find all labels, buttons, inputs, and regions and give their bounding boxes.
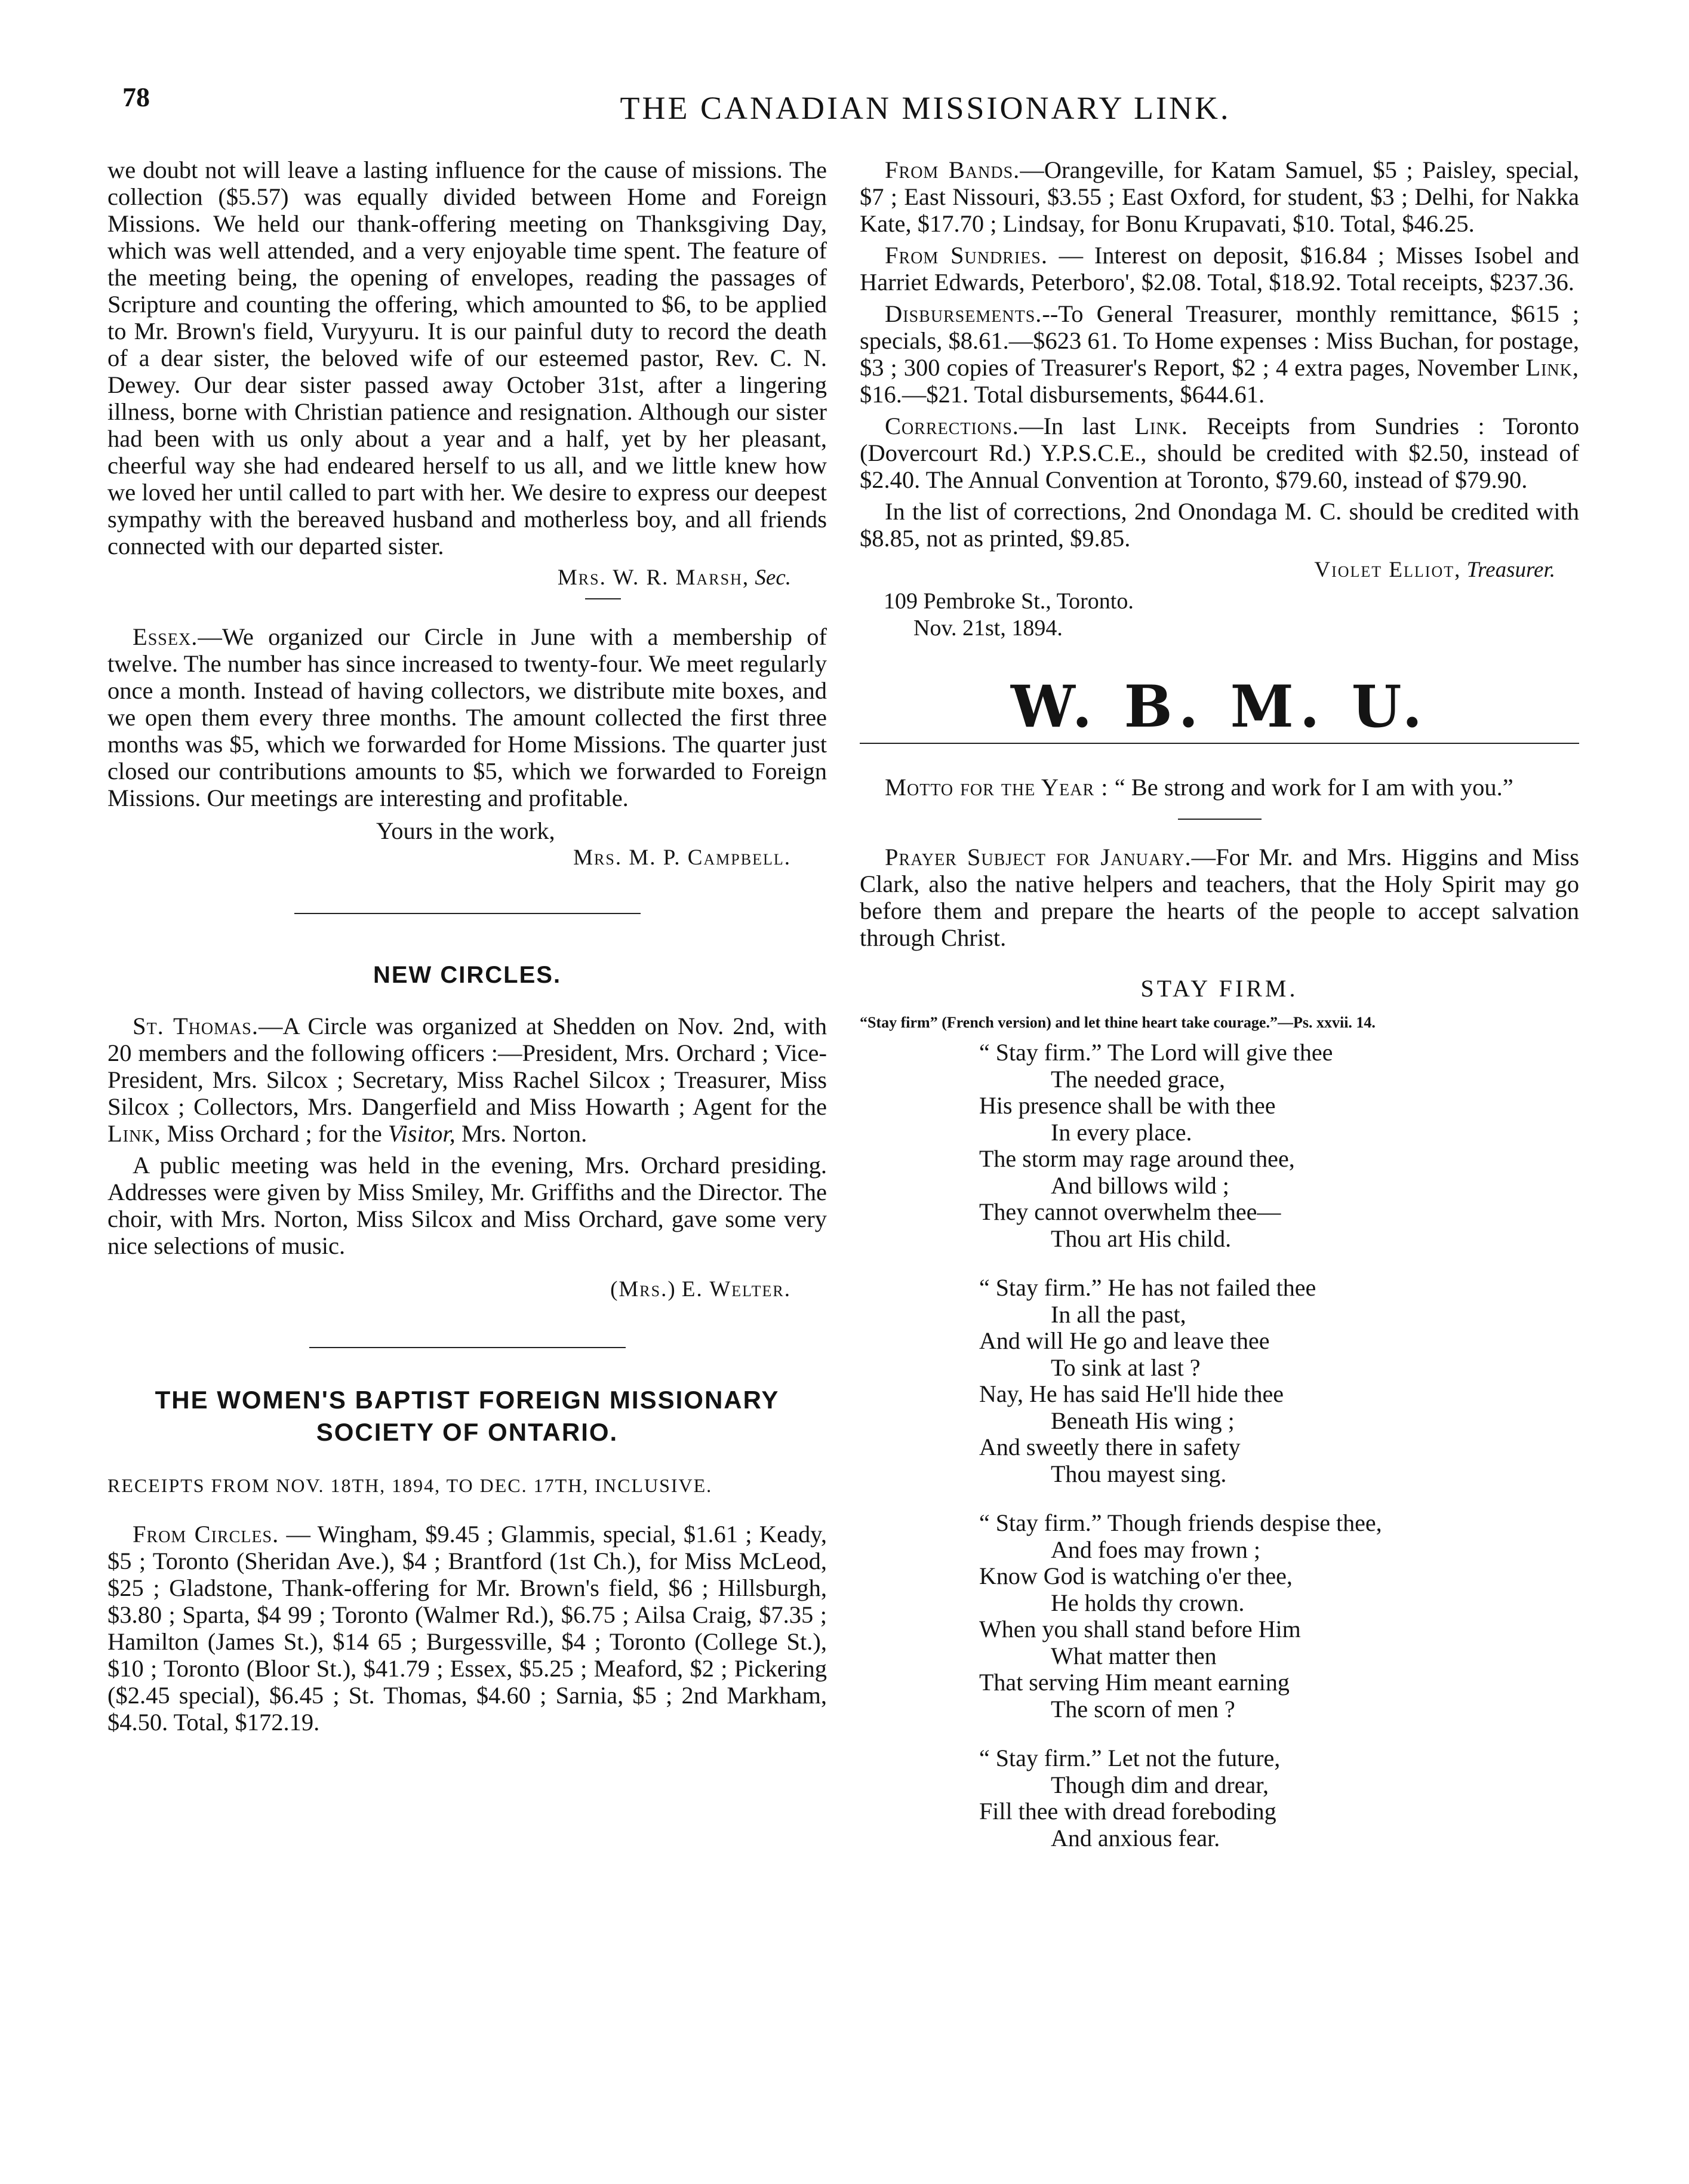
- poem-line: “ Stay firm.” Let not the future,: [979, 1745, 1281, 1771]
- link-name: Link,: [107, 1120, 161, 1147]
- page-number: 78: [122, 82, 150, 112]
- corrections-paragraph: [860, 413, 1579, 493]
- motto-label: Motto for the Year :: [885, 774, 1109, 801]
- paragraph-continued: we doubt not will leave a lasting influence for the cause of missions. The collection ($5.57) was equally divided between Home and Foreign Missions. We held our thank-offering meeting on Thanksgiving Day, which was well attended, and a very enjoyable time spent. The feature of the meeting being, the opening of envelopes, reading the passages of Scripture and counting the offering, which amounted to $6, to be applied to Mr. Brown's field, Vuryyuru. It is our painful duty to record the death of a dear sister, the beloved wife of our esteemed pastor, Rev. C. N. Dewey. Our dear sister passed away October 31st, after a lingering illness, borne with Christian patience and resignation. Although our sister had been with us only about a year and a half, yet by her pleasant, cheerful way she had endeared herself to us all, and we little knew how we loved her until called to part with her. We desire to express our deepest sympathy with the bereaved husband and motherless boy, and all friends connected with our departed sister.: [107, 156, 827, 559]
- signature-name: E. Welter.: [681, 1277, 791, 1302]
- signature-welter: [107, 1276, 791, 1303]
- poem-line: Though dim and drear,: [1051, 1771, 1269, 1798]
- essex-text: —We organized our Circle in June with a membership of twelve. The number has since increased to twenty-four. We meet regularly once a month. Instead of having collectors, we distribute mite boxes, and we open them every three months. The amount collected the first three months was $5, which we forwarded for Home Missions. The quarter just closed our contributions amounts to $5, which we forwarded to Foreign Missions. Our meetings are interesting and profitable.: [107, 623, 827, 811]
- poem-line: That serving Him meant earning: [979, 1669, 1290, 1696]
- poem-line: What matter then: [1051, 1642, 1217, 1669]
- signature-treasurer: [860, 556, 1555, 583]
- essex-paragraph: [107, 623, 827, 811]
- receipts-heading: RECEIPTS FROM NOV. 18TH, 1894, TO DEC. 17TH, INCLUSIVE.: [107, 1475, 713, 1496]
- left-column: [107, 156, 827, 1740]
- prayer-text: —For Mr. and Mrs. Higgins and Miss Clark, also the native helpers and teachers, that the Holy Spirit may go before them and prepare the hearts of the people to accept salvation through Christ.: [860, 844, 1579, 951]
- wbmu-heading: W. B. M. U.: [1010, 673, 1429, 740]
- society-heading-line-2: SOCIETY OF ONTARIO.: [316, 1418, 619, 1446]
- signature-prefix: (Mrs.): [610, 1277, 676, 1302]
- poem-line: Fill thee with dread foreboding: [979, 1798, 1276, 1825]
- poem-epigraph: “Stay firm” (French version) and let thine heart take courage.”—Ps. xxvii. 14.: [860, 1014, 1376, 1031]
- motto-paragraph: [860, 774, 1579, 801]
- signature-name: Violet Elliot,: [1314, 558, 1462, 582]
- signature-role: Sec.: [755, 565, 791, 590]
- society-heading-line-1: THE WOMEN'S BAPTIST FOREIGN MISSIONARY: [155, 1386, 780, 1414]
- visitor-name: Visitor,: [387, 1120, 456, 1147]
- poem-line: The storm may rage around thee,: [979, 1145, 1295, 1172]
- corrections-text-b: Receipts from Sundries : Toronto (Dovercourt Rd.) Y.P.S.C.E., should be credited with $2.50, instead of $2.40. The Annual Convention at Toronto, $79.60, instead of $79.90.: [860, 413, 1579, 493]
- from-circles-text: — Wingham, $9.45 ; Glammis, special, $1.61 ; Keady, $5 ; Toronto (Sheridan Ave.), $4 ; Brantford (1st Ch.), for Miss McLeod, $25 ; Gladstone, Thank-offering for Mr. Brown's field, $6 ; Hillsburgh, $3.80 ; Sparta, $4 99 ; Toronto (Walmer Rd.), $6.75 ; Ailsa Craig, $7.35 ; Hamilton (James St.), $14 65 ; Burgessville, $4 ; Toronto (College St.), $10 ; Toronto (Bloor St.), $41.79 ; Essex, $5.25 ; Meaford, $2 ; Pickering ($2.45 special), $6.45 ; St. Thomas, $4.60 ; Sarnia, $5 ; 2nd Markham, $4.50. Total, $172.19.: [107, 1521, 827, 1736]
- disbursements-label: Disbursements.: [885, 300, 1042, 327]
- poem-line: The scorn of men ?: [1051, 1695, 1235, 1722]
- from-bands-text: —Orangeville, for Katam Samuel, $5 ; Paisley, special, $7 ; East Nissouri, $3.55 ; East Oxford, for student, $3 ; Delhi, for Nakka Kate, $17.70 ; Lindsay, for Bonu Krupavati, $10. Total, $46.25.: [860, 156, 1579, 237]
- motto-text: “ Be strong and work for I am with you.”: [1108, 774, 1513, 801]
- short-divider: [585, 598, 621, 599]
- st-thomas-text-b: Miss Orchard ; for the: [161, 1120, 388, 1147]
- poem-line: And will He go and leave thee: [979, 1327, 1270, 1354]
- public-meeting-paragraph: A public meeting was held in the evening, Mrs. Orchard presiding. Addresses were given by Miss Smiley, Mr. Griffiths and the Director. The choir, with Mrs. Norton, Miss Silcox and Miss Orchard, gave some very nice selections of music.: [107, 1152, 827, 1259]
- poem-line: The needed grace,: [1051, 1065, 1226, 1093]
- from-bands-paragraph: [860, 156, 1579, 237]
- prayer-label: Prayer Subject for January.: [885, 844, 1192, 870]
- signature-name: Mrs. W. R. Marsh,: [557, 565, 750, 590]
- poem-line: Nay, He has said He'll hide thee: [979, 1380, 1284, 1407]
- address-line: 109 Pembroke St., Toronto.: [884, 589, 1134, 614]
- poem-line: To sink at last ?: [1051, 1354, 1201, 1381]
- poem-line: In every place.: [1051, 1118, 1192, 1146]
- onondaga-paragraph: In the list of corrections, 2nd Onondaga M. C. should be credited with $8.85, not as printed, $9.85.: [860, 498, 1579, 552]
- poem-line: Thou mayest sing.: [1051, 1460, 1227, 1487]
- disbursements-text-b: $16.—$21. Total disbursements, $644.61.: [860, 381, 1265, 408]
- disbursements-paragraph: [860, 300, 1579, 408]
- st-thomas-paragraph: [107, 1013, 827, 1147]
- from-sundries-text: — Interest on deposit, $16.84 ; Misses Isobel and Harriet Edwards, Peterboro', $2.08. Total, $18.92. Total receipts, $237.36.: [860, 242, 1579, 296]
- essex-label: Essex.: [133, 623, 198, 650]
- poem-stanza: [979, 1039, 1579, 1252]
- link-name: Link,: [1525, 354, 1579, 381]
- signature-role: Treasurer.: [1466, 558, 1555, 582]
- poem-line: In all the past,: [1051, 1300, 1186, 1328]
- closing-yours: Yours in the work,: [376, 817, 555, 844]
- st-thomas-text-a: —A Circle was organized at Shedden on Nov. 2nd, with 20 members and the following officers :—President, Mrs. Orchard ; Vice-President, Mrs. Silcox ; Secretary, Miss Rachel Silcox ; Treasurer, Miss Silcox ; Collectors, Mrs. Dangerfield and Miss Howarth ; Agent for the: [107, 1013, 827, 1120]
- poem-line: They cannot overwhelm thee—: [979, 1198, 1281, 1225]
- corrections-label: Corrections.: [885, 413, 1019, 439]
- running-head: THE CANADIAN MISSIONARY LINK.: [620, 90, 1231, 126]
- poem-line: “ Stay firm.” Though friends despise thee,: [979, 1509, 1382, 1536]
- poem-title: STAY FIRM.: [1140, 975, 1299, 1002]
- poem-stanza: [979, 1745, 1579, 1851]
- poem-line: “ Stay firm.” The Lord will give thee: [979, 1039, 1333, 1066]
- poem-line: And billows wild ;: [1051, 1171, 1229, 1199]
- poem-line: And anxious fear.: [1051, 1824, 1220, 1851]
- poem-line: Thou art His child.: [1051, 1225, 1232, 1252]
- st-thomas-text-c: Mrs. Norton.: [455, 1120, 587, 1147]
- right-column: [860, 156, 1579, 1874]
- poem-line: Beneath His wing ;: [1051, 1407, 1235, 1434]
- corrections-text-a: —In last: [1019, 413, 1135, 439]
- link-name: Link.: [1134, 413, 1188, 439]
- from-sundries-paragraph: [860, 242, 1579, 296]
- from-circles-label: From Circles.: [133, 1521, 279, 1548]
- from-bands-label: From Bands.: [885, 156, 1020, 183]
- signature-marsh: [107, 564, 791, 591]
- society-heading: [107, 1384, 827, 1448]
- prayer-paragraph: [860, 844, 1579, 951]
- poem-line: And sweetly there in safety: [979, 1434, 1241, 1460]
- signature-campbell: [107, 844, 791, 871]
- section-divider: [309, 1347, 626, 1348]
- poem-line: Know God is watching o'er thee,: [979, 1562, 1293, 1589]
- signature-name: Mrs. M. P. Campbell.: [573, 845, 791, 870]
- section-divider: [294, 913, 641, 914]
- st-thomas-label: St. Thomas.: [133, 1013, 259, 1039]
- address-date: Nov. 21st, 1894.: [913, 616, 1063, 641]
- poem: [979, 1039, 1579, 1851]
- poem-line: When you shall stand before Him: [979, 1616, 1301, 1642]
- poem-line: He holds thy crown.: [1051, 1589, 1245, 1616]
- poem-stanza: [979, 1275, 1579, 1487]
- from-sundries-label: From Sundries.: [885, 242, 1048, 269]
- poem-line: And foes may frown ;: [1051, 1536, 1261, 1563]
- section-divider: [860, 743, 1579, 744]
- disbursements-text-a: --To General Treasurer, monthly remittance, $615 ; specials, $8.61.—$623 61. To Home expenses : Miss Buchan, for postage, $3 ; 300 copies of Treasurer's Report, $2 ; 4 extra pages, November: [860, 300, 1579, 381]
- short-divider: [1178, 819, 1262, 820]
- poem-line: His presence shall be with thee: [979, 1092, 1276, 1119]
- new-circles-heading: NEW CIRCLES.: [373, 962, 562, 988]
- poem-line: “ Stay firm.” He has not failed thee: [979, 1274, 1316, 1301]
- poem-stanza: [979, 1510, 1579, 1722]
- from-circles-paragraph: [107, 1521, 827, 1736]
